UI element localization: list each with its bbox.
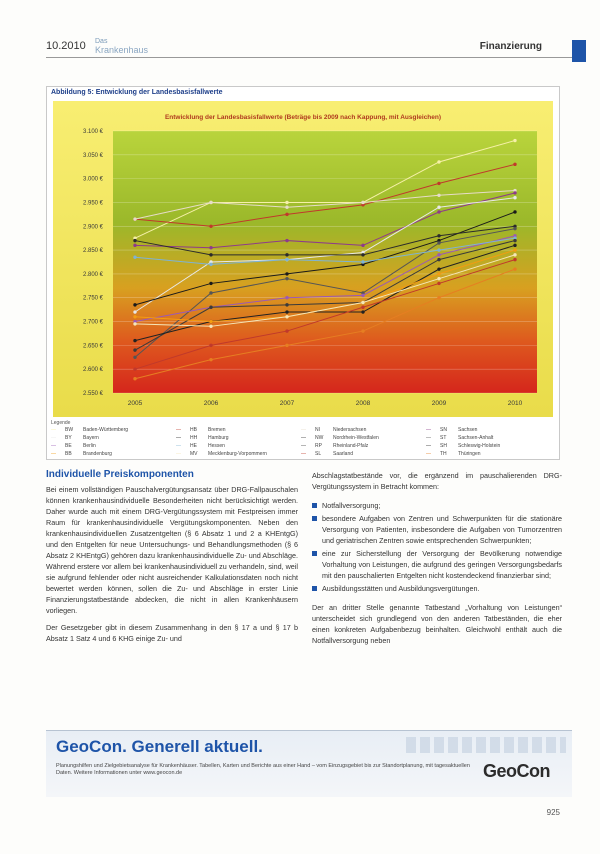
data-point (209, 253, 212, 256)
bullet-square-icon (312, 586, 317, 591)
data-point (209, 344, 212, 347)
legend-item (51, 450, 176, 457)
figure (46, 86, 560, 460)
data-point (361, 306, 364, 309)
data-point (513, 267, 516, 270)
legend-abbr: HE (190, 442, 197, 449)
legend-marker-icon: — (51, 450, 56, 457)
legend-item (426, 442, 551, 449)
legend-marker-icon: — (51, 434, 56, 441)
geocon-logo: GeoCon (483, 761, 550, 781)
data-point (437, 182, 440, 185)
data-point (437, 194, 440, 197)
bullet-square-icon (312, 516, 317, 521)
data-point (285, 329, 288, 332)
ad-body-text: Planungshilfen und Zielgebietsanalyse für Krankenhäuser. Tabellen, Karten und Berichte aus einer Hand – vom Einzugsgebiet bis zur Standortplanung, mit tagesaktuellen Daten. Weitere Informationen unter www.geocon.de (56, 763, 470, 776)
bullet-square-icon (312, 551, 317, 556)
data-point (133, 217, 136, 220)
data-point (209, 282, 212, 285)
y-tick-label: 3.100 € (83, 129, 104, 135)
bullet-item: Ausbildungsstätten und Ausbildungsvergütungen. (312, 583, 562, 594)
data-point (285, 206, 288, 209)
journal-brand (95, 38, 148, 54)
legend-name: Sachsen-Anhalt (458, 434, 494, 441)
data-point (437, 206, 440, 209)
legend-name: Berlin (83, 442, 96, 449)
legend-name: Baden-Württemberg (83, 426, 129, 433)
legend-marker-icon: — (51, 426, 56, 433)
data-point (437, 258, 440, 261)
legend-marker-icon: — (301, 434, 306, 441)
data-point (133, 367, 136, 370)
data-point (209, 325, 212, 328)
data-point (513, 253, 516, 256)
plot-area (113, 131, 537, 393)
legend-abbr: HB (190, 426, 197, 433)
paragraph: Der an dritter Stelle genannte Tatbestand „Vorhaltung von Leistungen“ unterscheidet sich grundlegend von den anderen Tatbeständen, die eher einen konkreten Aufgabenbezug beinhalten. Gleichwohl enthält auch die Notfallversorgung neben (312, 603, 562, 645)
legend-item (301, 450, 426, 457)
data-point (437, 296, 440, 299)
bullet-item: besondere Aufgaben von Zentren und Schwerpunkten für die stationäre Versorgung von Patienten, insbesondere die Aufgaben von Tumorzentren und geriatrischen Zentren sowie entsprechenden Schwerpunkten; (312, 513, 562, 546)
data-point (361, 294, 364, 297)
y-tick-label: 2.600 € (83, 367, 104, 374)
legend-name: Brandenburg (83, 450, 112, 457)
legend-abbr: NW (315, 434, 324, 441)
y-tick-label: 2.800 € (83, 271, 104, 278)
legend-marker-icon: — (426, 442, 431, 449)
y-tick-label: 2.850 € (83, 248, 104, 255)
left-column (46, 484, 298, 650)
data-point (361, 260, 364, 263)
y-tick-label: 2.550 € (83, 391, 104, 397)
data-point (285, 253, 288, 256)
data-point (437, 253, 440, 256)
data-point (437, 160, 440, 163)
brand-top: Das (95, 38, 108, 45)
y-tick-label: 3.050 € (83, 152, 104, 159)
legend-name: Mecklenburg-Vorpommern (208, 450, 267, 457)
data-point (133, 322, 136, 325)
data-point (513, 248, 516, 251)
legend-abbr: NI (315, 426, 320, 433)
data-point (437, 267, 440, 270)
data-point (437, 210, 440, 213)
ad-headline: GeoCon. Generell aktuell. (56, 737, 263, 756)
y-tick-label: 3.000 € (83, 176, 104, 183)
legend-abbr: SH (440, 442, 447, 449)
data-point (133, 348, 136, 351)
data-point (209, 263, 212, 266)
legend-abbr: BE (65, 442, 72, 449)
paragraph: Der Gesetzgeber gibt in diesem Zusammenhang in den § 17 a und § 17 b Absatz 1 Satz 4 und 6 KHG einige Zu- und (46, 623, 298, 643)
data-point (209, 320, 212, 323)
legend-abbr: HH (190, 434, 198, 441)
data-point (285, 201, 288, 204)
legend (51, 426, 551, 457)
legend-item (176, 426, 301, 433)
data-point (513, 139, 516, 142)
figure-caption: Abbildung 5: Entwicklung der Landesbasisfallwerte (51, 89, 223, 96)
data-point (361, 310, 364, 313)
legend-name: Hamburg (208, 434, 229, 441)
legend-marker-icon: — (51, 442, 56, 449)
data-point (361, 329, 364, 332)
data-point (209, 306, 212, 309)
legend-name: Hessen (208, 442, 225, 449)
data-point (513, 210, 516, 213)
section-title: Finanzierung (479, 41, 542, 52)
data-point (133, 339, 136, 342)
data-point (209, 225, 212, 228)
legend-name: Bremen (208, 426, 226, 433)
data-point (513, 163, 516, 166)
y-tick-label: 2.750 € (83, 295, 104, 302)
y-tick-label: 2.650 € (83, 343, 104, 350)
legend-abbr: SN (440, 426, 447, 433)
legend-marker-icon: — (176, 450, 181, 457)
legend-marker-icon: — (301, 442, 306, 449)
data-point (361, 201, 364, 204)
legend-marker-icon: — (426, 450, 431, 457)
data-point (437, 248, 440, 251)
y-tick-label: 2.950 € (83, 200, 104, 207)
section-tab-marker (572, 40, 586, 62)
data-point (133, 303, 136, 306)
legend-item (51, 434, 176, 441)
legend-name: Nordrhein-Westfalen (333, 434, 379, 441)
data-point (285, 296, 288, 299)
data-point (285, 239, 288, 242)
data-point (361, 253, 364, 256)
data-point (133, 239, 136, 242)
issue-number: 10.2010 (46, 40, 86, 52)
legend-abbr: BW (65, 426, 74, 433)
bullet-square-icon (312, 503, 317, 508)
data-point (209, 246, 212, 249)
bullet-item: eine zur Sicherstellung der Versorgung der Bevölkerung notwendige Vorhaltung von Leistungen, die aufgrund des geringen Versorgungsbedarfs mit den pauschalierten Entgelten nicht kostendeckend finanzierbar sind; (312, 548, 562, 581)
legend-item (176, 442, 301, 449)
legend-abbr: MV (190, 450, 198, 457)
data-point (513, 244, 516, 247)
data-point (285, 303, 288, 306)
page-header (46, 38, 556, 54)
legend-item (301, 426, 426, 433)
brand-name: Krankenhaus (95, 45, 149, 55)
legend-name: Niedersachsen (333, 426, 367, 433)
legend-marker-icon: — (301, 450, 306, 457)
data-point (133, 244, 136, 247)
data-point (133, 256, 136, 259)
legend-name: Rheinland-Pfalz (333, 442, 369, 449)
data-point (285, 310, 288, 313)
data-point (285, 213, 288, 216)
legend-abbr: BB (65, 450, 72, 457)
page-number: 925 (546, 808, 560, 817)
legend-abbr: BY (65, 434, 72, 441)
legend-name: Bayern (83, 434, 99, 441)
y-tick-label: 2.900 € (83, 224, 104, 231)
legend-abbr: RP (315, 442, 322, 449)
legend-marker-icon: — (426, 434, 431, 441)
chart-title: Entwicklung der Landesbasisfallwerte (Beträge bis 2009 nach Kappung, mit Ausgleichen) (164, 114, 442, 121)
data-point (361, 301, 364, 304)
data-point (437, 272, 440, 275)
legend-name: Schleswig-Holstein (458, 442, 501, 449)
legend-abbr: ST (440, 434, 447, 441)
data-point (285, 272, 288, 275)
line-chart (53, 101, 553, 417)
x-tick-label: 2006 (203, 400, 219, 407)
data-point (513, 239, 516, 242)
data-point (209, 358, 212, 361)
data-point (133, 315, 136, 318)
legend-item (426, 450, 551, 457)
data-point (437, 282, 440, 285)
legend-title: Legende (51, 420, 71, 426)
data-point (133, 377, 136, 380)
legend-item (176, 450, 301, 457)
right-column (312, 470, 562, 652)
bullet-list (312, 500, 562, 594)
legend-name: Sachsen (458, 426, 478, 433)
data-point (285, 344, 288, 347)
legend-abbr: TH (440, 450, 447, 457)
data-point (513, 191, 516, 194)
data-point (437, 241, 440, 244)
legend-item (426, 426, 551, 433)
legend-marker-icon: — (426, 426, 431, 433)
legend-item (176, 434, 301, 441)
data-point (437, 234, 440, 237)
legend-item (426, 434, 551, 441)
data-point (513, 196, 516, 199)
data-point (133, 310, 136, 313)
legend-marker-icon: — (176, 426, 181, 433)
x-tick-label: 2010 (507, 400, 523, 407)
x-tick-label: 2007 (279, 400, 295, 407)
ad-decoration (406, 737, 566, 753)
legend-abbr: SL (315, 450, 322, 457)
legend-item (51, 442, 176, 449)
data-point (209, 291, 212, 294)
header-divider (46, 57, 572, 58)
legend-marker-icon: — (176, 442, 181, 449)
bullet-item: Notfallversorgung; (312, 500, 562, 511)
paragraph: Abschlagstatbestände vor, die ergänzend im pauschalierenden DRG-Vergütungssystem in Betracht kommen: (312, 471, 562, 491)
x-tick-label: 2005 (127, 400, 143, 407)
legend-marker-icon: — (301, 426, 306, 433)
data-point (513, 227, 516, 230)
advertisement-banner[interactable] (46, 730, 572, 797)
data-point (437, 277, 440, 280)
data-point (133, 356, 136, 359)
section-subheading: Individuelle Preiskomponenten (46, 469, 194, 480)
paragraph: Bei einem vollständigen Pauschalvergütungsansatz über DRG-Fallpauschalen können krankenhausindividuelle Besonderheiten nicht berücksichtigt werden. Daher wurde auch mit einem DRG-Vergütungssystem mit Festpreisen immer Raum für krankenhausindividuelle Vergütungskomponenten. Neben den krankenhausindividuellen Zusatzentgelten (§ 6 Absatz 1 und 2 a KHEntgG) und den Entgelten für neue Untersuchungs- und Behandlungsmethoden (§ 6 Absatz 2 KHEntgG) gehören dazu krankenhausindividuelle Zu- und Abschläge. Während erstere vor allem bei krankenhausindividuell zu verhandeln, sind, weil sie aufgrund fehlender oder nicht ausreichender Kalkulationsdaten noch nicht bewertet werden können, sollen die Zu- und Abschläge in erster Linie Finanzierungstatbestände abdecken, die nicht in allen Krankenhäusern vorliegen. (46, 485, 298, 615)
legend-item (51, 426, 176, 433)
y-tick-label: 2.700 € (83, 319, 104, 326)
legend-name: Saarland (333, 450, 354, 457)
data-point (285, 277, 288, 280)
data-point (209, 201, 212, 204)
data-point (513, 258, 516, 261)
data-point (285, 315, 288, 318)
legend-name: Thüringen (458, 450, 481, 457)
x-tick-label: 2009 (431, 400, 447, 407)
legend-item (301, 434, 426, 441)
data-point (361, 244, 364, 247)
x-tick-label: 2008 (355, 400, 371, 407)
legend-item (301, 442, 426, 449)
data-point (285, 258, 288, 261)
legend-marker-icon: — (176, 434, 181, 441)
